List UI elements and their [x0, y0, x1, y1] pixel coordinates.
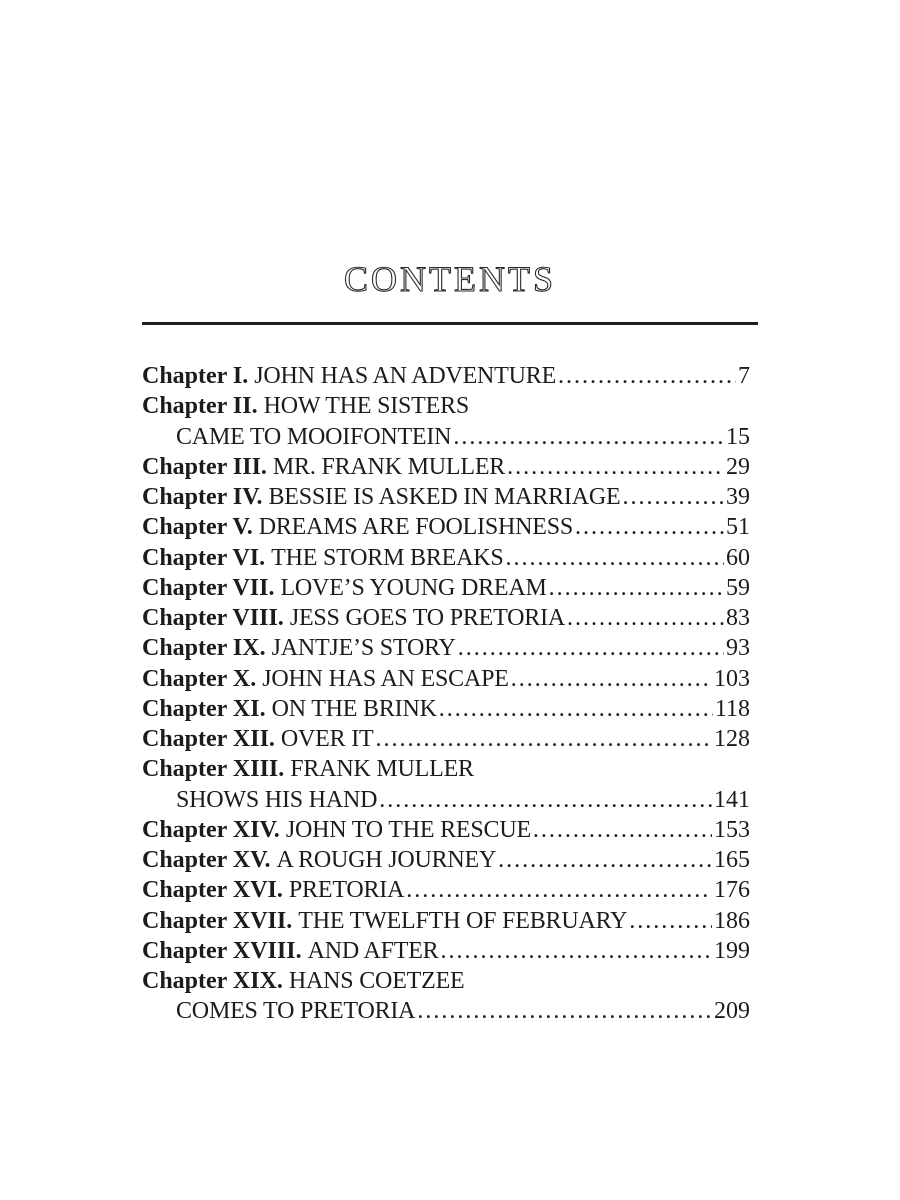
chapter-number: Chapter XVII. [142, 907, 293, 934]
dot-leader [575, 512, 724, 542]
chapter-number: Chapter VI. [142, 544, 266, 571]
chapter-number: Chapter I. [142, 363, 249, 389]
dot-leader [549, 573, 724, 603]
toc-entry [142, 482, 750, 512]
dot-leader [629, 906, 712, 936]
chapter-title: THE STORM BREAKS [271, 544, 504, 571]
chapter-number: Chapter V. [142, 514, 253, 541]
chapter-title-continuation: CAME TO MOOIFONTEIN [176, 423, 452, 450]
toc-entry [142, 936, 750, 966]
dot-leader [376, 724, 713, 754]
chapter-title-continuation: COMES TO PRETORIA [176, 998, 416, 1025]
dot-leader [622, 482, 724, 512]
table-of-contents [142, 361, 750, 1027]
toc-entry [142, 512, 750, 542]
chapter-title: AND AFTER [307, 937, 439, 964]
chapter-title: PRETORIA [288, 877, 405, 904]
dot-leader [511, 664, 712, 694]
chapter-title: LOVE’S YOUNG DREAM [280, 574, 547, 601]
chapter-number: Chapter II. [142, 393, 258, 420]
page-number: 209 [714, 998, 750, 1025]
dot-leader [458, 633, 724, 663]
chapter-title: BESSIE IS ASKED IN MARRIAGE [268, 484, 621, 510]
toc-entry [142, 664, 750, 694]
dot-leader [439, 694, 713, 724]
page-number: 176 [714, 877, 750, 904]
chapter-title: JESS GOES TO PRETORIA [289, 605, 566, 631]
chapter-number: Chapter X. [142, 665, 257, 692]
dot-leader [567, 603, 724, 633]
chapter-number: Chapter XIX. [142, 968, 283, 994]
chapter-title: JOHN HAS AN ADVENTURE [254, 363, 557, 389]
dot-leader [558, 361, 736, 391]
page-number: 128 [714, 726, 750, 752]
chapter-title-continuation: SHOWS HIS HAND [176, 786, 378, 813]
page-number: 39 [726, 484, 750, 510]
chapter-title: JANTJE’S STORY [271, 635, 456, 662]
toc-entry [142, 845, 750, 875]
page-number: 51 [726, 514, 750, 541]
page-number: 153 [714, 816, 750, 843]
chapter-title: FRANK MULLER [290, 756, 474, 783]
page-number: 103 [714, 665, 750, 692]
chapter-number: Chapter XII. [142, 726, 275, 752]
dot-leader [379, 785, 712, 815]
toc-entry [142, 573, 750, 603]
toc-entry-continuation [142, 996, 750, 1026]
chapter-number: Chapter VIII. [142, 605, 284, 631]
toc-entry [142, 815, 750, 845]
chapter-title: MR. FRANK MULLER [272, 453, 506, 480]
chapter-number: Chapter XVIII. [142, 937, 302, 964]
title-rule-divider [142, 322, 758, 325]
dot-leader [506, 543, 724, 573]
toc-entry-continuation [142, 785, 750, 815]
dot-leader [406, 875, 712, 905]
chapter-number: Chapter XV. [142, 847, 271, 873]
toc-entry [142, 391, 750, 421]
page-title: CONTENTS [344, 259, 556, 299]
chapter-title: HANS COETZEE [288, 968, 465, 994]
page-number: 93 [726, 635, 750, 662]
page-number: 29 [726, 453, 750, 480]
chapter-title: OVER IT [280, 726, 374, 752]
toc-entry [142, 694, 750, 724]
toc-entry [142, 724, 750, 754]
page-number: 165 [714, 847, 750, 873]
chapter-title: A ROUGH JOURNEY [276, 847, 497, 873]
chapter-number: Chapter XVI. [142, 877, 283, 904]
page-number: 141 [714, 786, 750, 813]
chapter-title: THE TWELFTH OF FEBRUARY [298, 907, 628, 934]
dot-leader [533, 815, 712, 845]
page-number: 15 [726, 423, 750, 450]
page-number: 59 [726, 574, 750, 601]
chapter-number: Chapter VII. [142, 574, 275, 601]
chapter-title: JOHN TO THE RESCUE [285, 816, 531, 843]
chapter-title: HOW THE SISTERS [263, 393, 470, 420]
toc-entry [142, 452, 750, 482]
page-number: 199 [714, 937, 750, 964]
chapter-number: Chapter IX. [142, 635, 266, 662]
toc-entry [142, 543, 750, 573]
dot-leader [453, 422, 724, 452]
dot-leader [498, 845, 712, 875]
chapter-number: Chapter XIV. [142, 816, 280, 843]
chapter-number: Chapter III. [142, 453, 267, 480]
toc-entry [142, 875, 750, 905]
toc-entry [142, 361, 750, 391]
chapter-title: ON THE BRINK [271, 695, 437, 722]
page-number: 7 [738, 363, 750, 389]
toc-entry [142, 633, 750, 663]
chapter-title: DREAMS ARE FOOLISHNESS [258, 514, 574, 541]
toc-entry [142, 966, 750, 996]
toc-entry [142, 906, 750, 936]
chapter-number: Chapter IV. [142, 484, 263, 510]
dot-leader [440, 936, 712, 966]
dot-leader [417, 996, 712, 1026]
toc-entry-continuation [142, 422, 750, 452]
page-number: 83 [726, 605, 750, 631]
chapter-number: Chapter XIII. [142, 756, 285, 783]
dot-leader [507, 452, 724, 482]
chapter-title: JOHN HAS AN ESCAPE [262, 665, 509, 692]
toc-entry [142, 754, 750, 784]
page-number: 186 [714, 907, 750, 934]
chapter-number: Chapter XI. [142, 695, 266, 722]
toc-entry [142, 603, 750, 633]
page-number: 60 [726, 544, 750, 571]
page-number: 118 [714, 695, 750, 722]
